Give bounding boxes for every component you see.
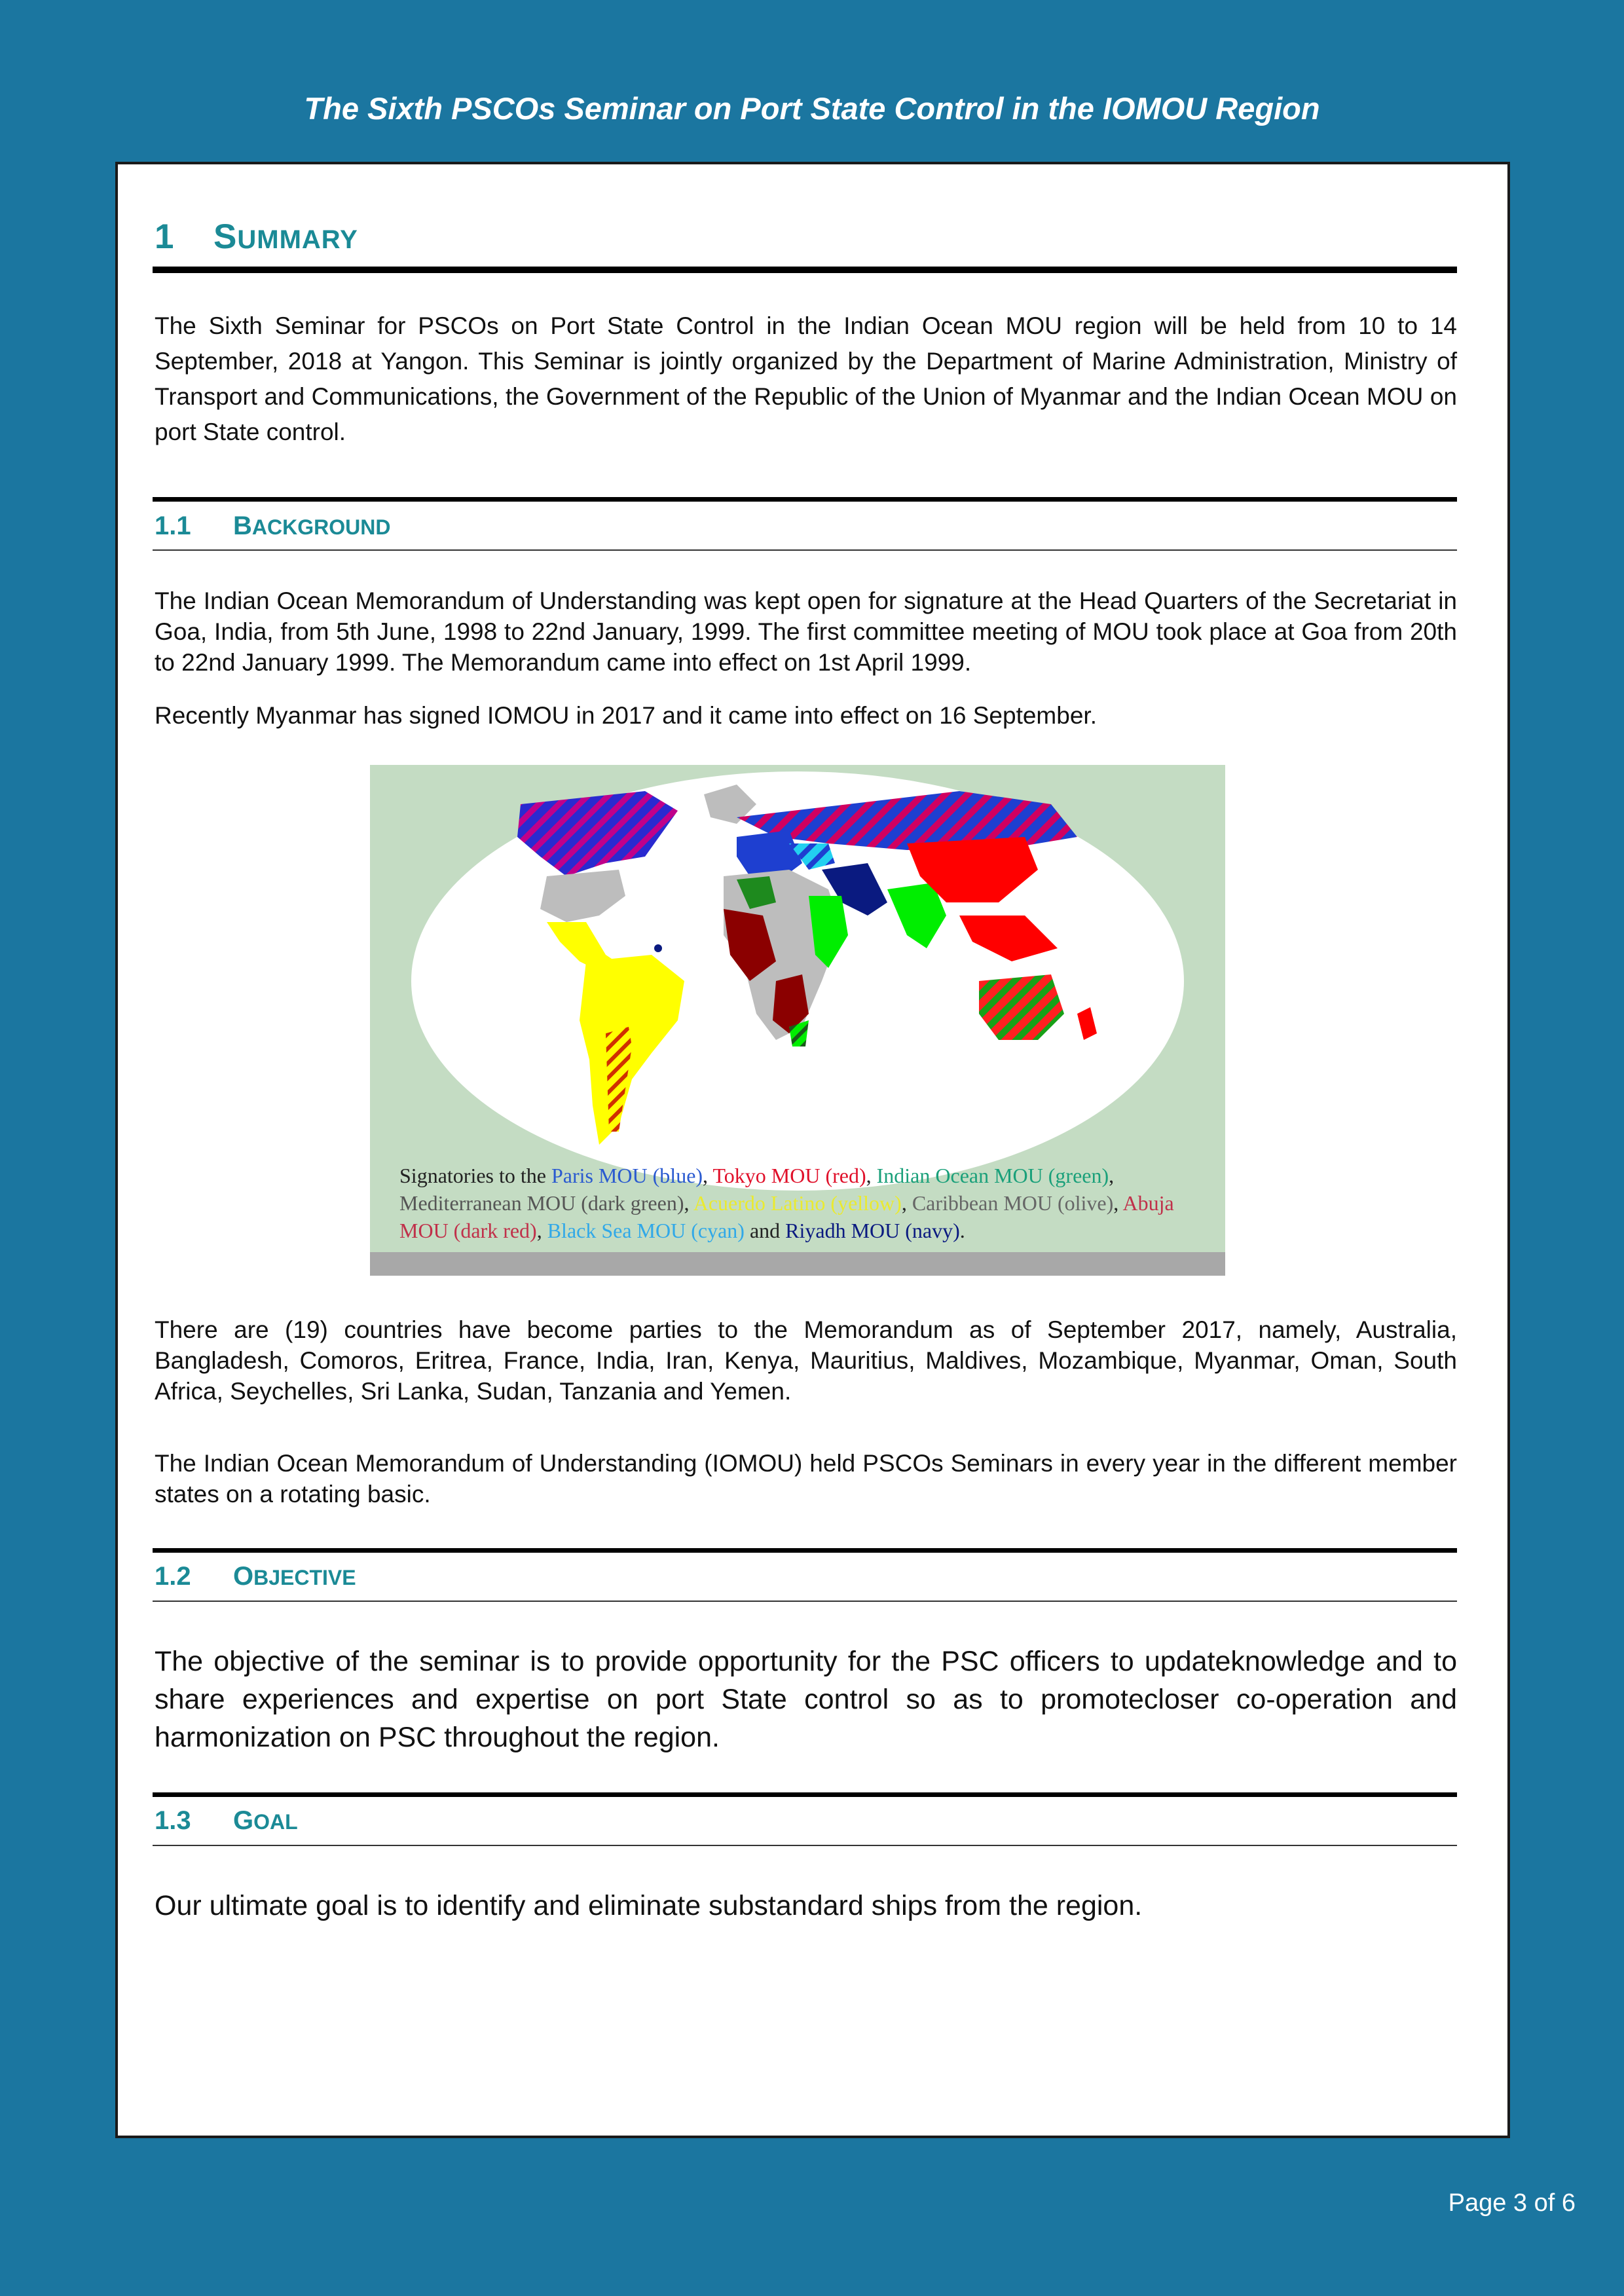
section-1-2-heading <box>155 1562 356 1591</box>
caption-separator: , <box>1109 1164 1115 1187</box>
caption-end: . <box>959 1219 965 1242</box>
caption-separator: , <box>866 1164 877 1187</box>
caption-mediterranean-mou: Mediterranean MOU (dark green) <box>399 1191 684 1215</box>
caption-paris-mou: Paris MOU (blue) <box>551 1164 703 1187</box>
section-1-1-bottom-rule <box>153 549 1457 551</box>
caption-separator: , <box>536 1219 547 1242</box>
section-1-3-title-initial: G <box>233 1806 254 1835</box>
section-1-title-rest: UMMARY <box>237 225 358 254</box>
section-1-3-top-rule <box>153 1792 1457 1797</box>
section-1-3-title-rest: OAL <box>253 1810 298 1834</box>
caption-and: and <box>744 1219 786 1242</box>
caribbean-marker <box>654 944 662 952</box>
section-1-3-number: 1.3 <box>155 1806 191 1835</box>
section-1-1-title-initial: B <box>233 511 252 540</box>
caption-intro: Signatories to the <box>399 1164 551 1187</box>
section-1-2-title-initial: O <box>233 1562 254 1591</box>
caption-caribbean-mou: Caribbean MOU (olive) <box>912 1191 1114 1215</box>
background-paragraph-3: There are (19) countries have become parties to the Memorandum as of September 2017, namely, Australia, Bangladesh, Comoros, Eritrea, France, India, Iran, Kenya, Mauritius, Maldives, Mozambique, Myanmar, Oman, South Africa, Seychelles, Sri Lanka, Sudan, Tanzania and Yemen. <box>155 1316 1457 1405</box>
goal-paragraph: Our ultimate goal is to identify and eliminate substandard ships from the region. <box>155 1890 1143 1921</box>
background-paragraph-1: The Indian Ocean Memorandum of Understanding was kept open for signature at the Head Quarters of the Secretariat in Goa, India, from 5th June, 1998 to 22nd January, 1999. The first committee meeting of MOU took place at Goa from 20th to 22nd January 1999. The Memorandum came into effect on 1st April 1999. <box>155 587 1457 676</box>
background-paragraph-4: The Indian Ocean Memorandum of Understanding (IOMOU) held PSCOs Seminars in every year in the different member states on a rotating basic. <box>155 1450 1457 1508</box>
caption-riyadh-mou: Riyadh MOU (navy) <box>785 1219 960 1242</box>
caption-abuja-mou: Abuja MOU (dark red) <box>399 1191 1174 1242</box>
caption-separator: , <box>703 1164 713 1187</box>
caption-black-sea-mou: Black Sea MOU (cyan) <box>547 1219 745 1242</box>
document-header-title: The Sixth PSCOs Seminar on Port State Control in the IOMOU Region <box>304 91 1320 126</box>
section-1-1-title-rest: ACKGROUND <box>251 515 391 539</box>
section-1-3-bottom-rule <box>153 1845 1457 1846</box>
section-1-2-bottom-rule <box>153 1601 1457 1602</box>
caption-tokyo-mou: Tokyo MOU (red) <box>712 1164 866 1187</box>
caption-separator: , <box>684 1191 693 1215</box>
section-1-number: 1 <box>155 217 175 256</box>
map-caption <box>399 1162 1185 1244</box>
section-1-title-initial: S <box>213 217 238 256</box>
section-1-3-heading <box>155 1806 298 1836</box>
section-1-2-title-rest: BJECTIVE <box>253 1566 356 1589</box>
caption-separator: , <box>1113 1191 1123 1215</box>
section-1-2-number: 1.2 <box>155 1562 191 1591</box>
page-sheet <box>115 162 1510 2138</box>
section-1-1-number: 1.1 <box>155 511 191 540</box>
section-1-paragraph: The Sixth Seminar for PSCOs on Port State Control in the Indian Ocean MOU region will be held from 10 to 14 September, 2018 at Yangon. This Seminar is jointly organized by the Department of Marine Administration, Ministry of Transport and Communications, the Government of the Republic of the Union of Myanmar and the Indian Ocean MOU on port State control. <box>155 312 1457 445</box>
section-1-1-top-rule <box>153 497 1457 502</box>
section-1-1-heading <box>155 511 390 541</box>
section-1-2-top-rule <box>153 1548 1457 1553</box>
background-paragraph-2: Recently Myanmar has signed IOMOU in 2017 and it came into effect on 16 September. <box>155 702 1097 729</box>
map-bottom-strip <box>370 1252 1225 1276</box>
caption-separator: , <box>901 1191 912 1215</box>
caption-indian-ocean-mou: Indian Ocean MOU (green) <box>876 1164 1109 1187</box>
section-1-heading <box>155 217 358 257</box>
world-map-figure <box>370 765 1225 1276</box>
caption-acuerdo-latino: Acuerdo Latino (yellow) <box>693 1191 902 1215</box>
objective-paragraph: The objective of the seminar is to provide opportunity for the PSC officers to updateknowledge and to share experiences and expertise on port State control so as to promotecloser co-operation and harmonization on PSC throughout the region. <box>155 1646 1457 1753</box>
page-number: Page 3 of 6 <box>1448 2189 1576 2217</box>
section-1-rule <box>153 267 1457 273</box>
